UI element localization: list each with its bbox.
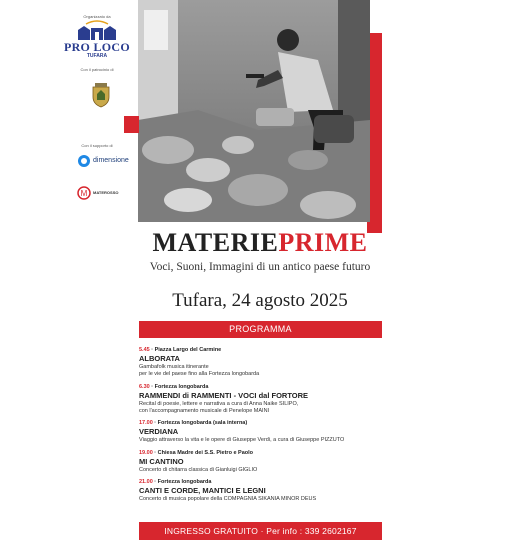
event-time: 5.45 bbox=[139, 347, 150, 353]
event-time: 6.30 bbox=[139, 383, 150, 390]
proloco-town: TUFARA bbox=[86, 53, 108, 59]
patronage-label: Con il patrocinio di bbox=[80, 67, 114, 72]
event-item bbox=[139, 479, 399, 503]
red-accent-small bbox=[124, 116, 139, 133]
event-place: Fortezza longobarda bbox=[154, 383, 209, 390]
event-name: CANTI E CORDE, MANTICI E LEGNI bbox=[139, 486, 266, 495]
event-place: Chiesa Madre dei S.S. Pietro e Paolo bbox=[157, 449, 254, 456]
title-part-prime: PRIME bbox=[278, 228, 368, 257]
event-when: 19.00 · Chiesa Madre dei S.S. Pietro e Paolo bbox=[139, 449, 254, 456]
event-desc: Gambafolk musica itinerante bbox=[139, 364, 209, 370]
event-item bbox=[139, 420, 399, 444]
event-place: Piazza Largo del Carmine bbox=[154, 347, 222, 353]
event-date: Tufara, 24 agosto 2025 bbox=[172, 290, 348, 311]
event-subtitle: Voci, Suoni, Immagini di un antico paese futuro bbox=[149, 261, 371, 273]
event-when: 21.00 · Fortezza longobarda bbox=[139, 479, 212, 485]
proloco-name: PRO LOCO bbox=[63, 40, 131, 54]
event-when: 5.45 · Piazza Largo del Carmine bbox=[139, 347, 222, 353]
event-place: Fortezza longobarda (sala interna) bbox=[157, 420, 248, 426]
event-item bbox=[139, 347, 399, 378]
municipal-crest-icon bbox=[90, 82, 112, 108]
event-place: Fortezza longobarda bbox=[157, 479, 212, 485]
event-name: VERDIANA bbox=[139, 427, 179, 436]
event-name: RAMMENDI di RAMMENTI - VOCI dal FORTORE bbox=[139, 390, 309, 400]
collaboration-label: Con il supporto di bbox=[81, 143, 113, 148]
materosso-name: MATEROSSO bbox=[93, 190, 119, 195]
title-part-materie: MATERIE bbox=[152, 228, 279, 257]
event-list bbox=[139, 347, 399, 509]
program-header: PROGRAMMA bbox=[139, 321, 382, 338]
event-desc: Concerto di musica popolare della COMPAGNIA SIKANIA MINOR DEUS bbox=[139, 496, 317, 502]
materosso-logo-icon bbox=[77, 186, 91, 200]
event-item bbox=[139, 450, 399, 474]
event-desc: per le vie del paese fino alla Fortezza longobarda bbox=[139, 371, 260, 377]
free-entry-info-bar: INGRESSO GRATUITO · Per info : 339 2602167 bbox=[139, 522, 382, 540]
event-time: 21.00 bbox=[139, 479, 153, 485]
svg-text:M: M bbox=[80, 189, 88, 198]
event-desc: Viaggio attraverso la vita e le opere di Giuseppe Verdi, a cura di Giuseppe PIZZUTO bbox=[139, 437, 345, 443]
event-name: MI CANTINO bbox=[139, 456, 184, 466]
event-time: 17.00 bbox=[139, 420, 153, 426]
event-title bbox=[0, 228, 520, 258]
event-desc: Recital di poesie, lettere e narrativa a cura di Anna Naike SILIPO, bbox=[139, 400, 299, 407]
dimensione-name: dimensione bbox=[93, 157, 129, 164]
hero-photo bbox=[138, 0, 370, 222]
event-desc: con l'accompagnamento musicale di Penelope MAINI bbox=[139, 407, 270, 414]
event-when: 17.00 · Fortezza longobarda (sala interna) bbox=[139, 420, 248, 426]
event-desc: Concerto di chitarra classica di Gianluigi GIGLIO bbox=[139, 466, 258, 473]
dimensione-logo-icon bbox=[77, 154, 91, 168]
event-time: 19.00 bbox=[139, 449, 153, 456]
event-name: ALBORATA bbox=[139, 354, 180, 363]
organized-by-label: Organizzato da bbox=[83, 14, 111, 19]
event-item bbox=[139, 384, 399, 415]
event-when: 6.30 · Fortezza longobarda bbox=[139, 383, 209, 390]
